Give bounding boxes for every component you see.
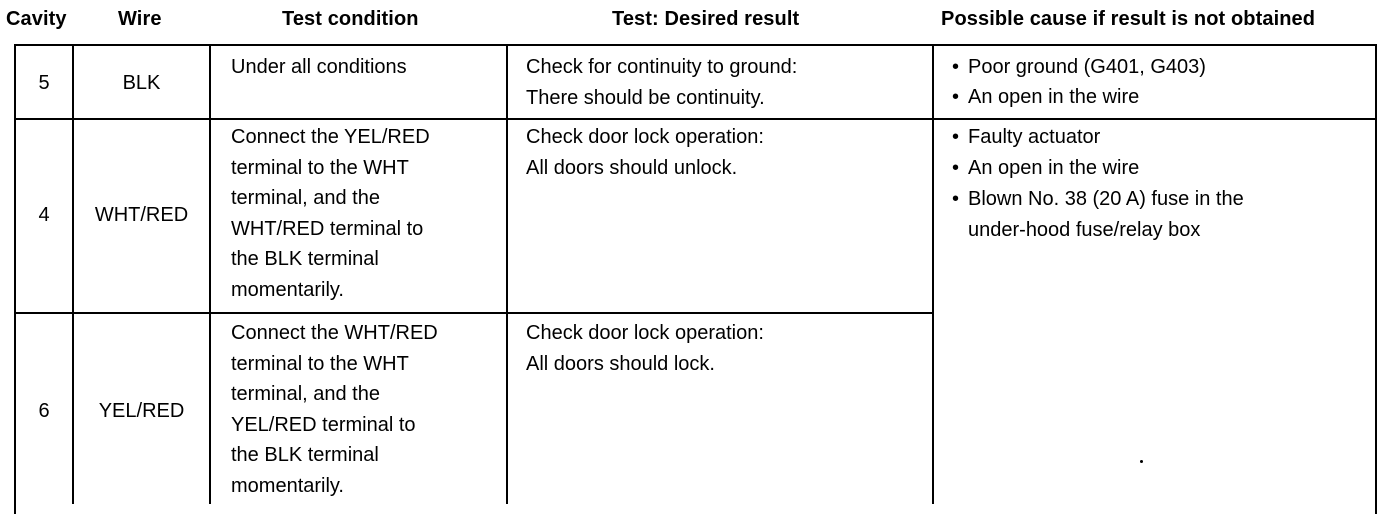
column-divider <box>932 44 934 504</box>
wire-color: YEL/RED <box>98 400 185 422</box>
cause-list-item <box>952 122 1100 153</box>
cavity-number: 6 <box>38 400 50 422</box>
column-divider <box>506 44 508 504</box>
test-condition-text: Connect the WHT/RED terminal to the WHT terminal, and the YEL/RED terminal to the BLK terminal momentarily. <box>231 322 438 497</box>
cavity-number: 5 <box>38 72 50 94</box>
table-header-row <box>0 0 1392 38</box>
column-divider <box>72 44 74 504</box>
cause-text: An open in the wire <box>968 86 1140 108</box>
column-divider <box>209 44 211 504</box>
cause-list-item <box>952 52 1206 83</box>
wire-color-cell <box>74 72 209 95</box>
cavity-number: 4 <box>38 204 50 226</box>
bullet-mark: • <box>952 157 960 179</box>
cause-list-item <box>952 184 1244 245</box>
row-divider <box>14 312 934 314</box>
bullet-mark: • <box>952 56 960 78</box>
cause-text: An open in the wire <box>968 157 1140 179</box>
cause-list-item <box>952 82 1139 113</box>
bullet-mark: • <box>952 188 960 210</box>
table-row-cavity-5 <box>16 72 72 95</box>
row-divider <box>14 118 1377 120</box>
wire-color-cell <box>74 204 209 227</box>
bullet-mark: • <box>952 126 960 148</box>
test-condition-text: Under all conditions <box>231 56 407 78</box>
wire-color-cell <box>74 400 209 423</box>
table-row-cavity-6 <box>16 400 72 423</box>
cause-text: Blown No. 38 (20 A) fuse in the under-hood fuse/relay box <box>968 188 1244 241</box>
desired-result-text: Check for continuity to ground: There should be continuity. <box>526 56 798 109</box>
header-wire: Wire <box>118 8 162 30</box>
wire-color: WHT/RED <box>94 204 189 226</box>
table-frame <box>14 44 1377 514</box>
test-condition-text: Connect the YEL/RED terminal to the WHT terminal, and the WHT/RED terminal to the BLK terminal momentarily. <box>231 126 430 301</box>
header-cavity: Cavity <box>6 8 67 30</box>
header-test-condition: Test condition <box>282 8 419 30</box>
desired-result-text: Check door lock operation: All doors should lock. <box>526 322 764 375</box>
cause-text: Poor ground (G401, G403) <box>968 56 1206 78</box>
header-possible-cause: Possible cause if result is not obtained <box>941 8 1316 30</box>
cause-text: Faulty actuator <box>968 126 1101 148</box>
header-desired-result: Test: Desired result <box>612 8 800 30</box>
wire-color: BLK <box>122 72 161 94</box>
scan-speck <box>1140 460 1143 463</box>
bullet-mark: • <box>952 86 960 108</box>
table-row-cavity-4 <box>16 204 72 227</box>
cause-list-item <box>952 153 1139 184</box>
desired-result-text: Check door lock operation: All doors should unlock. <box>526 126 764 179</box>
